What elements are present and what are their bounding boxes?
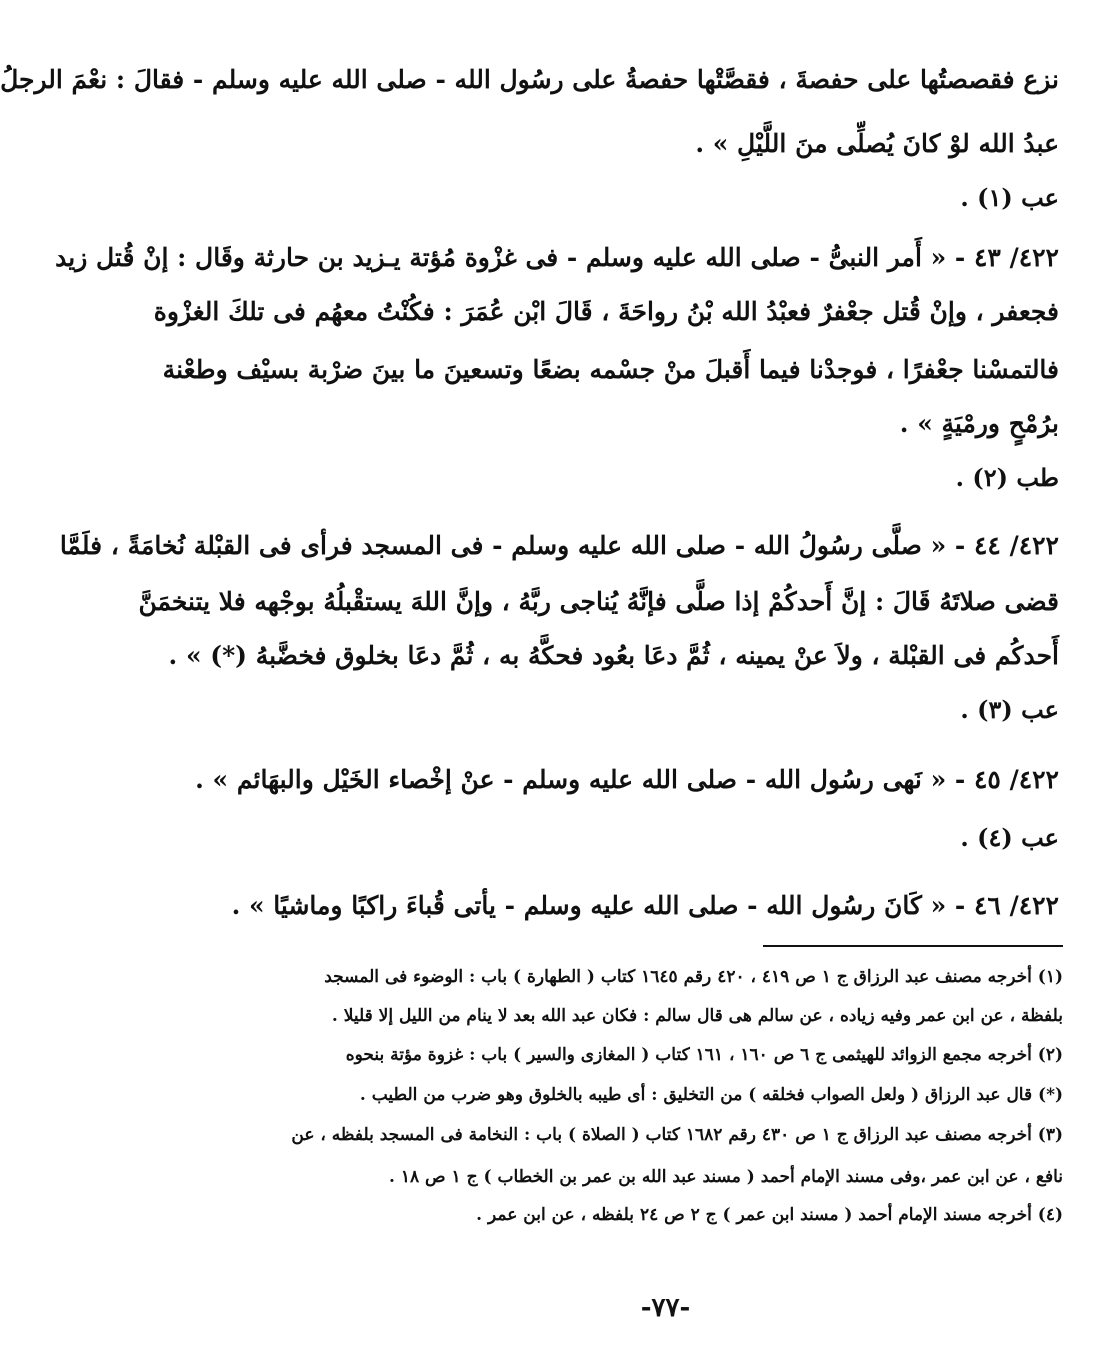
footnote-3-line-1: (٣) أخرجه مصنف عبد الرزاق ج ١ ص ٤٣٠ رقم ١٦٨٢ كتاب ( الصلاة ) باب : النخامة فى المسجد بلفظه ، عن	[291, 1125, 1063, 1145]
source-abbrev-4: عب (٤) .	[960, 823, 1059, 852]
footnote-separator	[763, 945, 1063, 947]
page-number: -٧٧-	[640, 1293, 691, 1323]
footnote-star: (*) قال عبد الرزاق ( ولعل الصواب فخلقه ) من التخليق : أى طيبه بالخلوق وهو ضرب من الطيب .	[359, 1085, 1063, 1105]
hadith-44-line-3: أَحدكُم فى القبْلة ، ولاَ عنْ يمينه ، ثُمَّ دعَا بعُود فحكَّهُ به ، ثُمَّ دعَا بخلوق فخضَّبهُ (*) » .	[168, 641, 1059, 670]
hadith-44-line-1: ٤٢٢/ ٤٤ - « صلَّى رسُولُ الله - صلى الله عليه وسلم - فى المسجد فرأى فى القبْلة نُخامَةً ، فلَمَّا	[59, 531, 1059, 560]
source-abbrev-2: طب (٢) .	[955, 463, 1059, 492]
footnote-3-line-2: نافع ، عن ابن عمر ،وفى مسند الإمام أحمد ( مسند عبد الله بن عمر بن الخطاب ) ج ١ ص ١٨ .	[389, 1167, 1063, 1187]
hadith-45-line-1: ٤٢٢/ ٤٥ - « نَهى رسُول الله - صلى الله عليه وسلم - عنْ إخْصاء الخَيْل والبهَائم » .	[195, 765, 1059, 794]
hadith-43-line-2: فجعفر ، وإنْ قُتل جعْفرٌ فعبْدُ الله بْنُ رواحَةَ ، قَالَ ابْن عُمَرَ : فكُنْتُ معهُم فى تلكَ الغزْوة	[153, 297, 1059, 326]
text-line-2: عبدُ الله لوْ كانَ يُصلِّى منَ اللَّيْلِ » .	[695, 129, 1059, 158]
text-line-1: نزع فقصصتُها على حفصةَ ، فقصَّتْها حفصةُ على رسُول الله - صلى الله عليه وسلم - فقالَ : نعْمَ الرجلُ	[0, 65, 1059, 94]
footnote-1-line-2: بلفظة ، عن ابن عمر وفيه زياده ، عن سالم هى قال سالم : فكان عبد الله بعد لا ينام من الليل إلا قليلا .	[331, 1006, 1063, 1026]
hadith-44-line-2: قضى صلاتَهُ قَالَ : إنَّ أَحدكُمْ إذا صلَّى فإنَّهُ يُناجى ربَّهُ ، وإنَّ اللهَ يستقْبلُهُ بوجْهه فلا يتنخمَنَّ	[138, 587, 1059, 616]
hadith-43-line-1: ٤٢٢/ ٤٣ - « أَمر النبىُّ - صلى الله عليه وسلم - فى غزْوة مُؤتة يـزيد بن حارثة وقَال : إنْ قُتل زيد	[55, 243, 1059, 272]
source-abbrev-3: عب (٣) .	[960, 695, 1059, 724]
hadith-43-line-3: فالتمسْنا جعْفرًا ، فوجدْنا فيما أَقبلَ منْ جسْمه بضعًا وتسعينَ ما بينَ ضرْبة بسيْف وطعْنة	[162, 355, 1059, 384]
footnote-2: (٢) أخرجه مجمع الزوائد للهيثمى ج ٦ ص ١٦٠ ، ١٦١ كتاب ( المغازى والسير ) باب : غزوة مؤتة بنحوه	[345, 1045, 1063, 1065]
hadith-46-line-1: ٤٢٢/ ٤٦ - « كَانَ رسُول الله - صلى الله عليه وسلم - يأتى قُباءَ راكبًا وماشيًا » .	[231, 891, 1059, 920]
hadith-43-line-4: برُمْحٍ ورمْيَةٍ » .	[899, 409, 1059, 438]
source-abbrev-1: عب (١) .	[960, 183, 1059, 212]
footnote-1-line-1: (١) أخرجه مصنف عبد الرزاق ج ١ ص ٤١٩ ، ٤٢٠ رقم ١٦٤٥ كتاب ( الطهارة ) باب : الوضوء فى المسجد	[324, 967, 1063, 987]
footnote-4: (٤) أخرجه مسند الإمام أحمد ( مسند ابن عمر ) ج ٢ ص ٢٤ بلفظه ، عن ابن عمر .	[476, 1205, 1063, 1225]
